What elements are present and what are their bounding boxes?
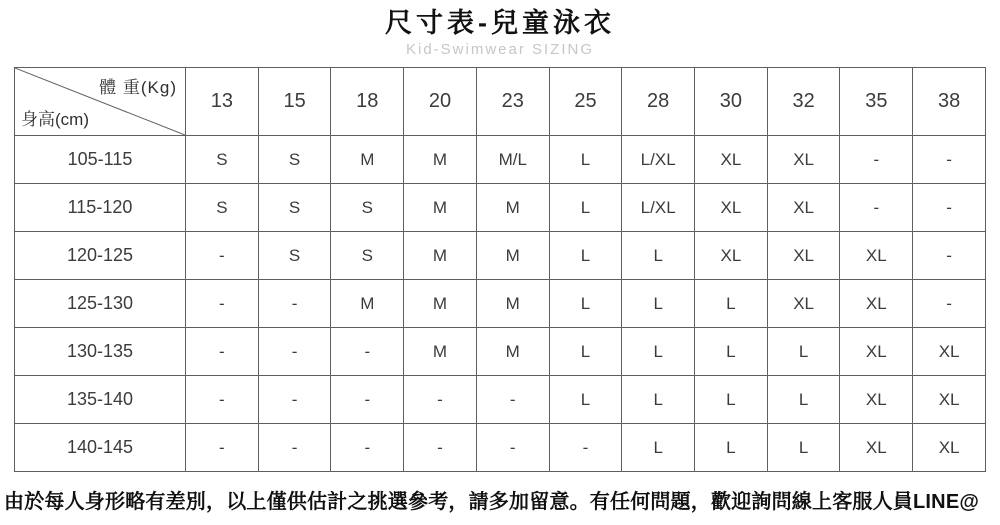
size-cell: - (840, 136, 913, 184)
size-cell: - (258, 376, 331, 424)
size-cell: L (767, 376, 840, 424)
weight-column-header: 28 (622, 68, 695, 136)
size-cell: XL (840, 280, 913, 328)
height-axis-label: 身高(cm) (21, 110, 89, 129)
size-cell: M (476, 280, 549, 328)
height-range-cell: 125-130 (15, 280, 186, 328)
table-row (15, 184, 986, 232)
size-cell: L (695, 376, 768, 424)
size-cell: L (549, 280, 622, 328)
size-cell: S (331, 232, 404, 280)
size-cell: XL (767, 136, 840, 184)
size-cell: XL (767, 232, 840, 280)
size-cell: - (186, 232, 259, 280)
size-cell: L (549, 328, 622, 376)
size-cell: XL (840, 328, 913, 376)
size-cell: - (186, 424, 259, 472)
weight-axis-label: 體 重(Kg) (99, 78, 177, 97)
size-cell: L/XL (622, 136, 695, 184)
weight-column-header: 23 (476, 68, 549, 136)
size-cell: - (476, 376, 549, 424)
size-cell: L (549, 184, 622, 232)
size-cell: M (404, 136, 477, 184)
size-cell: M (404, 280, 477, 328)
size-cell: XL (913, 424, 986, 472)
corner-cell (15, 68, 186, 136)
size-cell: - (186, 328, 259, 376)
size-cell: M (476, 232, 549, 280)
size-cell: XL (840, 232, 913, 280)
height-range-cell: 115-120 (15, 184, 186, 232)
table-row (15, 376, 986, 424)
size-cell: - (476, 424, 549, 472)
size-cell: - (258, 280, 331, 328)
height-range-cell: 105-115 (15, 136, 186, 184)
size-cell: S (331, 184, 404, 232)
table-row (15, 424, 986, 472)
weight-column-header: 20 (404, 68, 477, 136)
size-cell: M (404, 232, 477, 280)
size-cell: XL (695, 136, 768, 184)
weight-column-header: 15 (258, 68, 331, 136)
weight-column-header: 38 (913, 68, 986, 136)
height-range-cell: 140-145 (15, 424, 186, 472)
height-range-cell: 130-135 (15, 328, 186, 376)
size-cell: S (186, 136, 259, 184)
height-range-cell: 135-140 (15, 376, 186, 424)
size-cell: L/XL (622, 184, 695, 232)
size-cell: - (549, 424, 622, 472)
table-row (15, 280, 986, 328)
size-cell: - (913, 136, 986, 184)
size-cell: XL (767, 184, 840, 232)
size-cell: - (258, 328, 331, 376)
size-cell: XL (767, 280, 840, 328)
size-cell: - (913, 280, 986, 328)
size-cell: - (404, 376, 477, 424)
size-cell: XL (913, 328, 986, 376)
size-cell: - (331, 424, 404, 472)
size-cell: L (695, 328, 768, 376)
size-cell: M/L (476, 136, 549, 184)
table-row (15, 136, 986, 184)
weight-column-header: 35 (840, 68, 913, 136)
size-cell: XL (695, 232, 768, 280)
size-cell: - (186, 376, 259, 424)
size-cell: S (258, 232, 331, 280)
size-cell: - (840, 184, 913, 232)
size-cell: - (331, 328, 404, 376)
page-subtitle: Kid-Swimwear SIZING (405, 41, 595, 58)
size-cell: L (767, 424, 840, 472)
size-cell: - (913, 184, 986, 232)
size-cell: L (622, 280, 695, 328)
size-cell: M (331, 136, 404, 184)
size-cell: L (767, 328, 840, 376)
weight-column-header: 25 (549, 68, 622, 136)
size-cell: M (404, 328, 477, 376)
size-cell: L (695, 424, 768, 472)
size-cell: - (913, 232, 986, 280)
footer-note: 由於每人身形略有差別，以上僅供估計之挑選參考，請多加留意。有任何問題，歡迎詢問線上客服人員LINE@ (4, 491, 980, 513)
size-cell: - (404, 424, 477, 472)
size-cell: L (549, 376, 622, 424)
size-cell: M (476, 184, 549, 232)
size-cell: S (258, 184, 331, 232)
size-cell: L (549, 136, 622, 184)
size-cell: - (258, 424, 331, 472)
size-cell: XL (840, 376, 913, 424)
weight-column-header: 32 (767, 68, 840, 136)
size-cell: - (331, 376, 404, 424)
size-cell: L (622, 328, 695, 376)
size-cell: XL (695, 184, 768, 232)
weight-column-header: 30 (695, 68, 768, 136)
size-cell: L (549, 232, 622, 280)
weight-column-header: 18 (331, 68, 404, 136)
size-cell: M (404, 184, 477, 232)
size-cell: L (622, 424, 695, 472)
height-range-cell: 120-125 (15, 232, 186, 280)
table-row (15, 328, 986, 376)
table-header-row (15, 68, 986, 136)
page-title: 尺寸表-兒童泳衣 (385, 8, 615, 38)
size-cell: XL (913, 376, 986, 424)
size-cell: M (331, 280, 404, 328)
sizing-table (14, 67, 986, 472)
size-cell: L (622, 376, 695, 424)
size-cell: S (186, 184, 259, 232)
size-cell: S (258, 136, 331, 184)
size-cell: M (476, 328, 549, 376)
weight-column-header: 13 (186, 68, 259, 136)
size-cell: XL (840, 424, 913, 472)
table-row (15, 232, 986, 280)
size-cell: L (622, 232, 695, 280)
size-cell: - (186, 280, 259, 328)
size-cell: L (695, 280, 768, 328)
